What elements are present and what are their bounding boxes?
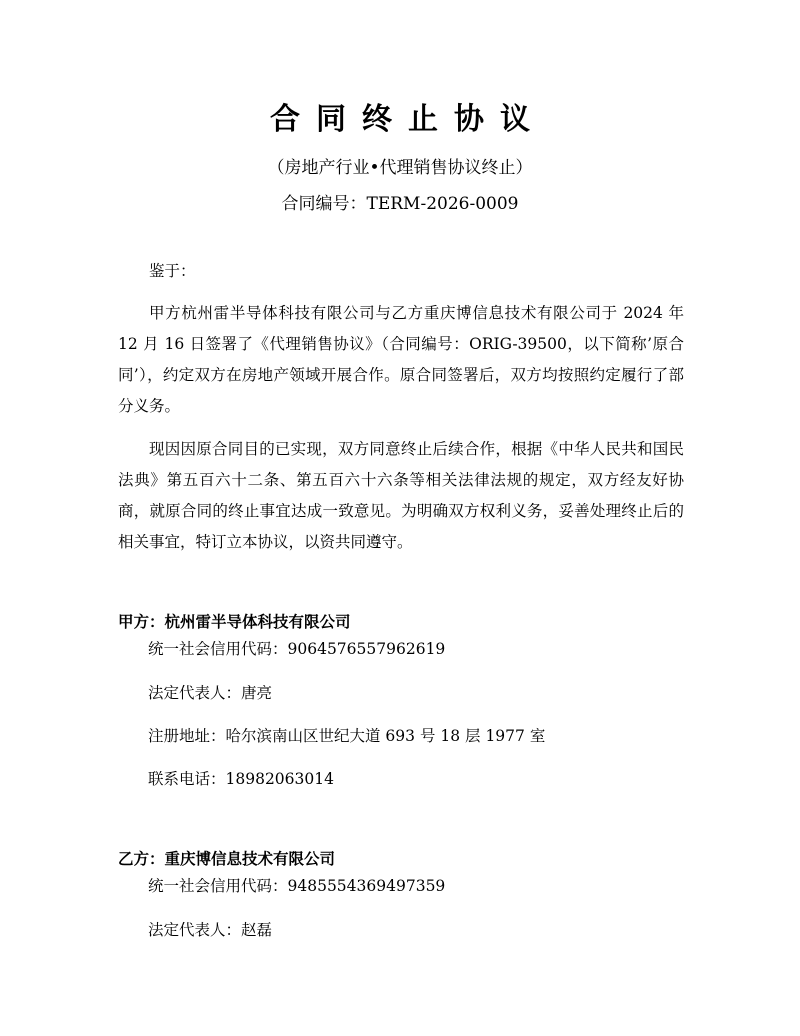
- page-title: 合同终止协议: [270, 102, 546, 137]
- recital-paragraph-1: 甲方杭州雷半导体科技有限公司与乙方重庆博信息技术有限公司于 2024 年 12 月 16 日签署了《代理销售协议》（合同编号：ORIG-39500，以下简称’原合同’），约定双方在房地产领域开展合作。原合同签署后，双方均按照约定履行了部分义务。: [118, 304, 684, 415]
- recital-paragraph-2: 现因因原合同目的已实现，双方同意终止后续合作，根据《中华人民共和国民法典》第五百六十二条、第五百六十六条等相关法律法规的规定，双方经友好协商，就原合同的终止事宜达成一致意见。为明确双方权利义务，妥善处理终止后的相关事宜，特订立本协议，以资共同遵守。: [118, 440, 684, 551]
- party-a-legal-rep: 法定代表人：唐亮: [148, 684, 273, 702]
- party-a-phone: 联系电话：18982063014: [148, 770, 334, 788]
- party-b-legal-rep: 法定代表人：赵磊: [148, 921, 273, 939]
- document-subtitle: （房地产行业•代理销售协议终止）: [267, 158, 533, 178]
- party-a-heading: 甲方：杭州雷半导体科技有限公司: [118, 613, 351, 631]
- party-b-heading: 乙方：重庆博信息技术有限公司: [118, 850, 336, 868]
- party-a-address: 注册地址：哈尔滨南山区世纪大道 693 号 18 层 1977 室: [148, 727, 546, 745]
- party-a-credit-code: 统一社会信用代码：9064576557962619: [148, 640, 446, 658]
- party-b-credit-code: 统一社会信用代码：9485554369497359: [148, 877, 446, 895]
- contract-number: 合同编号：TERM-2026-0009: [281, 194, 519, 214]
- whereas-label: 鉴于：: [149, 262, 196, 280]
